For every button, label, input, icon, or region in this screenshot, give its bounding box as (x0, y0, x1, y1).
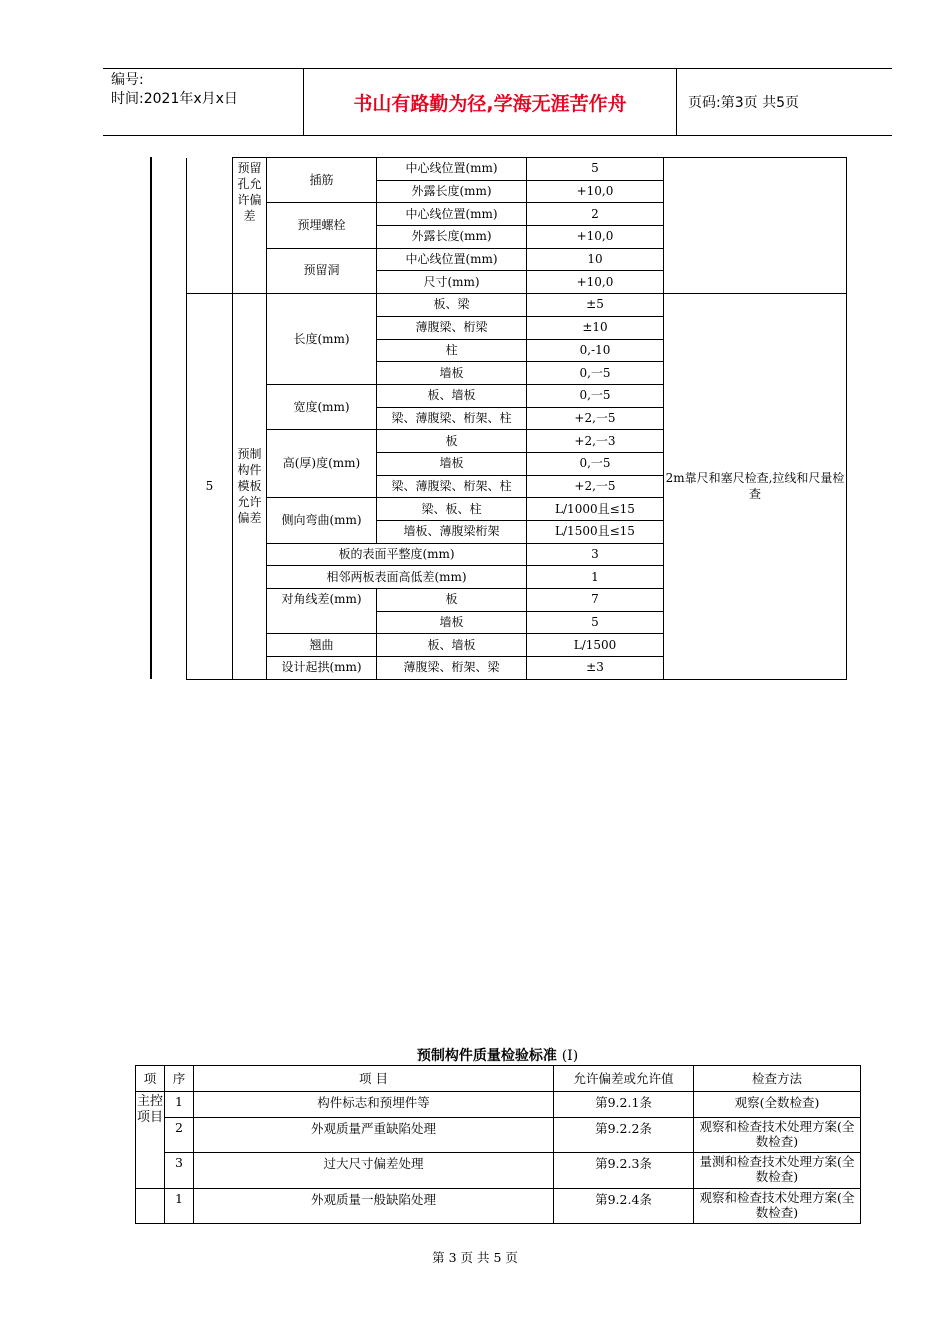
allow-cell: 第9.2.3条 (554, 1153, 694, 1189)
allow-cell: 第9.2.4条 (554, 1189, 694, 1224)
header-cell: 允许偏差或允许值 (554, 1066, 694, 1092)
item-cell: 插筋 (267, 158, 377, 203)
general-label-empty (136, 1189, 165, 1224)
value-cell: 0,一5 (527, 362, 664, 385)
sub-item-cell: 板 (377, 430, 527, 453)
item-cell: 外观质量一般缺陷处理 (194, 1189, 554, 1224)
table-row (136, 1118, 861, 1153)
value-cell: ±10 (527, 316, 664, 339)
value-cell: 5 (527, 611, 664, 634)
sub-item-cell: 板、梁 (377, 294, 527, 317)
value-cell: 7 (527, 589, 664, 612)
sub-item-cell: 中心线位置(mm) (377, 203, 527, 226)
item-cell: 预埋螺栓 (267, 203, 377, 248)
header-motto: 书山有路勤为径,学海无涯苦作舟 (303, 69, 677, 135)
value-cell: ±5 (527, 294, 664, 317)
value-cell: L/1500 (527, 634, 664, 657)
item-cell: 构件标志和预埋件等 (194, 1092, 554, 1118)
value-cell: +10,0 (527, 226, 664, 249)
sub-item-cell: 柱 (377, 339, 527, 362)
value-cell: 2 (527, 203, 664, 226)
method-cell: 量测和检查技术处理方案(全数检查) (694, 1153, 861, 1189)
page-header (103, 68, 892, 136)
number-label: 编号: (111, 72, 144, 88)
value-cell: 3 (527, 543, 664, 566)
table-header-row (136, 1066, 861, 1092)
sub-item-cell: 墙板 (377, 362, 527, 385)
continuation-border (150, 157, 152, 679)
header-cell: 检查方法 (694, 1066, 861, 1092)
method-cell-empty (664, 158, 847, 294)
value-cell: +2,一3 (527, 430, 664, 453)
method-cell: 观察和检查技术处理方案(全数检查) (694, 1118, 861, 1153)
sub-item-cell: 梁、薄腹梁、桁架、柱 (377, 475, 527, 498)
value-cell: 0,-10 (527, 339, 664, 362)
value-cell: +10,0 (527, 180, 664, 203)
sub-item-cell: 墙板、薄腹梁桁架 (377, 521, 527, 544)
allow-cell: 第9.2.1条 (554, 1092, 694, 1118)
table-row (187, 294, 847, 317)
method-cell: 观察(全数检查) (694, 1092, 861, 1118)
value-cell: L/1500且≤15 (527, 521, 664, 544)
header-cell: 项 (136, 1066, 165, 1092)
category-cell: 预留孔允许偏差 (233, 158, 267, 294)
sub-item-cell: 外露长度(mm) (377, 226, 527, 249)
sub-item-cell: 外露长度(mm) (377, 180, 527, 203)
sub-item-cell: 尺寸(mm) (377, 271, 527, 294)
table2-title-text: 预制构件质量检验标准 (416, 1048, 557, 1064)
quality-standard-table (135, 1065, 861, 1224)
item-cell: 侧向弯曲(mm) (267, 498, 377, 543)
item-cell: 翘曲 (267, 634, 377, 657)
seq-cell: 1 (165, 1189, 194, 1224)
item-cell: 外观质量严重缺陷处理 (194, 1118, 554, 1153)
table-row (187, 158, 847, 181)
sub-item-cell: 中心线位置(mm) (377, 248, 527, 271)
page-footer: 第 3 页 共 5 页 (432, 1250, 518, 1265)
item-cell: 宽度(mm) (267, 384, 377, 429)
value-cell: 5 (527, 158, 664, 181)
value-cell: 0,一5 (527, 452, 664, 475)
header-cell: 序 (165, 1066, 194, 1092)
seq-cell-empty (187, 158, 233, 294)
sub-item-cell: 薄腹梁、桁梁 (377, 316, 527, 339)
item-cell: 相邻两板表面高低差(mm) (267, 566, 527, 589)
sub-item-cell: 中心线位置(mm) (377, 158, 527, 181)
item-cell: 设计起拱(mm) (267, 657, 377, 680)
table-row (136, 1153, 861, 1189)
item-cell: 对角线差(mm) (267, 589, 377, 634)
value-cell: 0,一5 (527, 384, 664, 407)
sub-item-cell: 墙板 (377, 611, 527, 634)
item-cell: 预留洞 (267, 248, 377, 293)
value-cell: +10,0 (527, 271, 664, 294)
item-cell: 过大尺寸偏差处理 (194, 1153, 554, 1189)
sub-item-cell: 板、墙板 (377, 634, 527, 657)
item-cell: 板的表面平整度(mm) (267, 543, 527, 566)
header-meta (103, 69, 303, 135)
header-page-label: 页码:第3页 共5页 (688, 95, 799, 111)
method-cell: 2m靠尺和塞尺检查,拉线和尺量检查 (664, 294, 847, 680)
tolerance-table (186, 157, 847, 680)
table-row (136, 1189, 861, 1224)
sub-item-cell: 墙板 (377, 452, 527, 475)
value-cell: +2,一5 (527, 475, 664, 498)
seq-cell: 2 (165, 1118, 194, 1153)
value-cell: ±3 (527, 657, 664, 680)
item-cell: 高(厚)度(mm) (267, 430, 377, 498)
item-cell: 长度(mm) (267, 294, 377, 385)
seq-cell: 3 (165, 1153, 194, 1189)
seq-cell: 5 (187, 294, 233, 680)
table2-title (135, 1045, 860, 1065)
value-cell: +2,一5 (527, 407, 664, 430)
main-control-label: 主控项目 (136, 1092, 165, 1189)
seq-cell: 1 (165, 1092, 194, 1118)
table2-title-suffix: (I) (561, 1048, 579, 1064)
sub-item-cell: 板、墙板 (377, 384, 527, 407)
sub-item-cell: 薄腹梁、桁架、梁 (377, 657, 527, 680)
method-cell: 观察和检查技术处理方案(全数检查) (694, 1189, 861, 1224)
value-cell: 10 (527, 248, 664, 271)
time-label: 时间:2021年x月x日 (111, 91, 238, 107)
header-cell: 项 目 (194, 1066, 554, 1092)
sub-item-cell: 板 (377, 589, 527, 612)
sub-item-cell: 梁、薄腹梁、桁架、柱 (377, 407, 527, 430)
table-row (136, 1092, 861, 1118)
sub-item-cell: 梁、板、柱 (377, 498, 527, 521)
value-cell: 1 (527, 566, 664, 589)
category-cell: 预制构件模板允许偏差 (233, 294, 267, 680)
allow-cell: 第9.2.2条 (554, 1118, 694, 1153)
value-cell: L/1000且≤15 (527, 498, 664, 521)
